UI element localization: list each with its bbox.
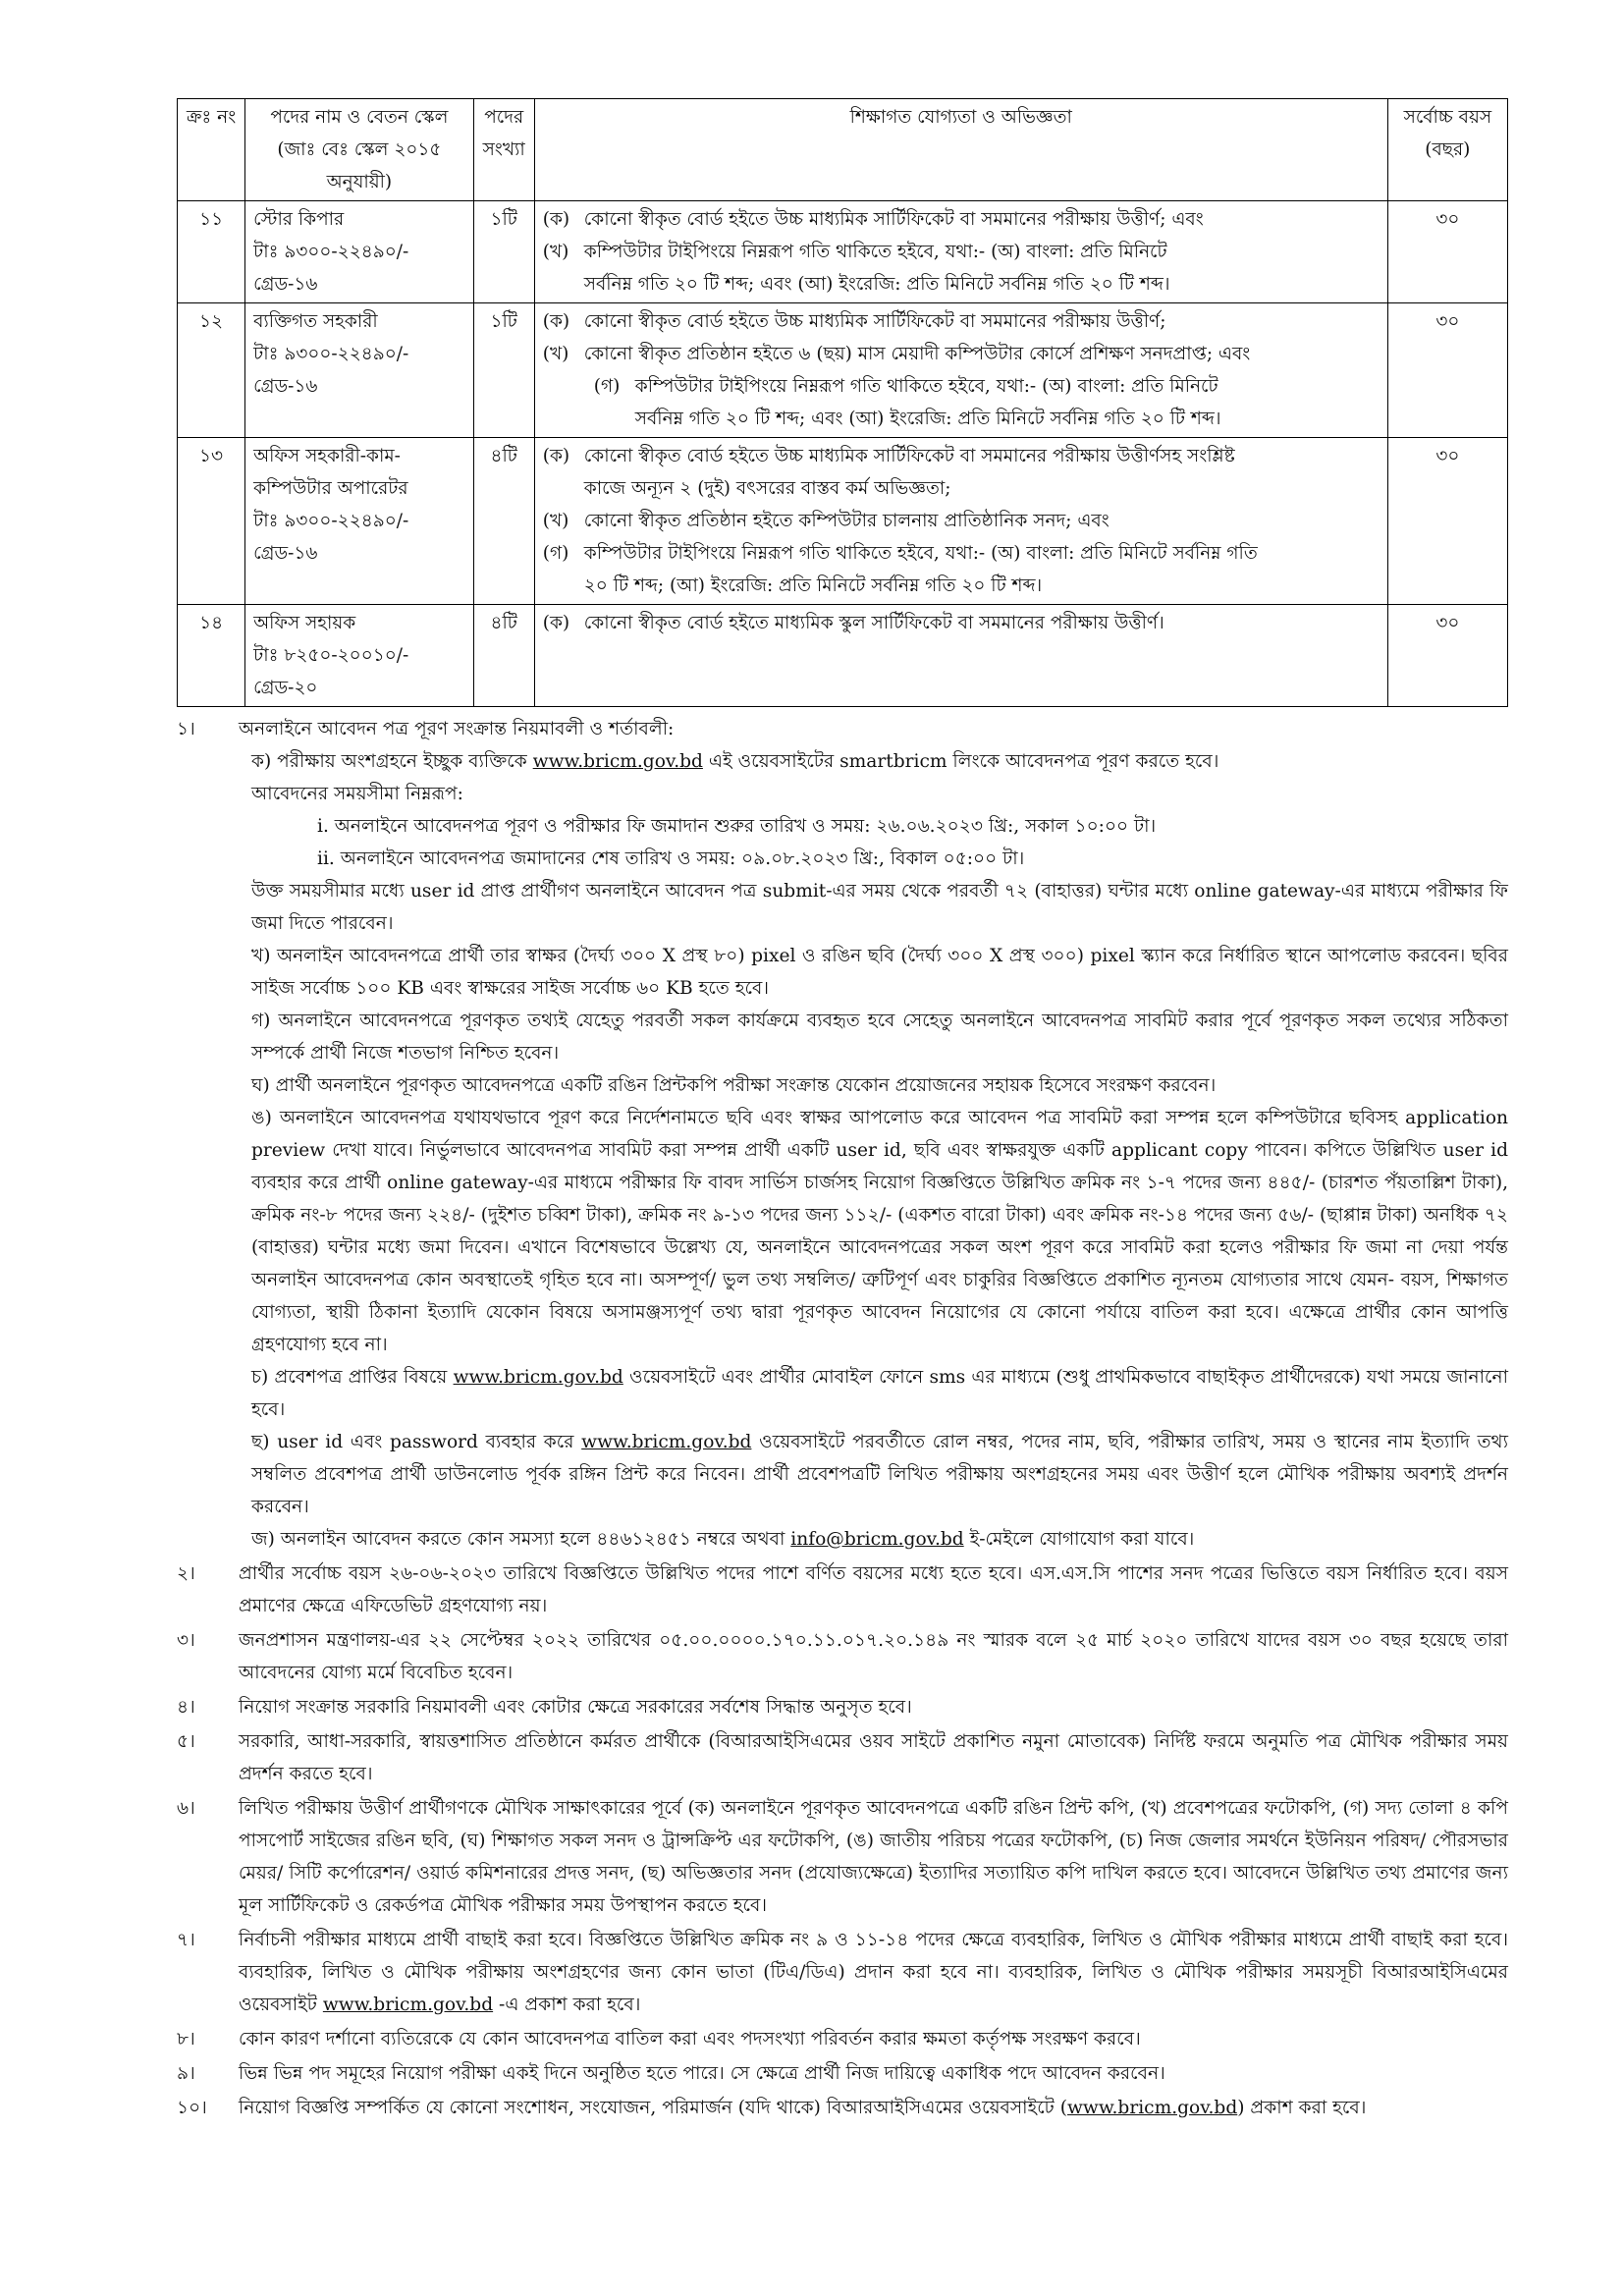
header-count: পদের সংখ্যা — [473, 99, 534, 201]
header-post: পদের নাম ও বেতন স্কেল (জাঃ বেঃ স্কেল ২০১৫ অনুযায়ী) — [245, 99, 474, 201]
qualification-text: কোনো স্বীকৃত বোর্ড হইতে উচ্চ মাধ্যমিক সার্টিফিকেট বা সমমানের পরীক্ষায় উত্তীর্ণসহ সংশ্লিষ্ট — [583, 446, 1235, 466]
section-2 — [177, 1558, 1508, 1622]
qualification-line — [543, 537, 1380, 570]
qualification-text: কোনো স্বীকৃত বোর্ড হইতে উচ্চ মাধ্যমিক সার্টিফিকেট বা সমমানের পরীক্ষায় উত্তীর্ণ; এবং — [583, 209, 1204, 230]
qualification-line — [543, 370, 1380, 403]
row-post-count: ১টি — [473, 303, 534, 438]
section-text: নিয়োগ বিজ্ঞপ্তি সম্পর্কিত যে কোনো সংশোধন, সংযোজন, পরিমার্জন (যদি থাকে) বিআরআইসিএমের ওয়েবসাইটে (www.bricm.gov.bd) প্রকাশ করা হবে। — [239, 2098, 1367, 2118]
section-number: ৩। — [177, 1630, 195, 1651]
row-qualification — [534, 605, 1387, 707]
post-name-line: অফিস সহায়ক — [253, 613, 356, 633]
section-number: ৫। — [177, 1731, 195, 1752]
table-row — [178, 201, 1508, 303]
section-text: কোন কারণ দর্শানো ব্যতিরেকে যে কোন আবেদনপত্র বাতিল করা এবং পদসংখ্যা পরিবর্তন করার ক্ষমতা কর্তৃপক্ষ সংরক্ষণ করবে। — [239, 2029, 1141, 2050]
post-name-line: অফিস সহকারী-কাম- — [253, 446, 401, 466]
section-text: সরকারি, আধা-সরকারি, স্বায়ত্তশাসিত প্রতিষ্ঠানে কর্মরত প্রার্থীকে (বিআরআইসিএমের ওয়ব সাইটে প্রকাশিত নমুনা মোতাবেক) নির্দিষ্ট ফরমে অনুমতি পত্র মৌখিক পরীক্ষার সময় প্রদর্শন করতে হবে। — [239, 1731, 1508, 1784]
header-qualification: শিক্ষাগত যোগ্যতা ও অভিজ্ঞতা — [534, 99, 1387, 201]
row-max-age: ৩০ — [1387, 201, 1507, 303]
row-serial: ১১ — [178, 201, 245, 303]
qualification-text: সর্বনিম্ন গতি ২০ টি শব্দ; এবং (আ) ইংরেজি: প্রতি মিনিটে সর্বনিম্ন গতি ২০ টি শব্দ। — [583, 274, 1170, 295]
post-name-line: গ্রেড-২০ — [253, 678, 318, 698]
qualification-marker: (খ) — [542, 344, 569, 364]
qualification-text: কাজে অন্যূন ২ (দুই) বৎসরের বাস্তব কর্ম অভিজ্ঞতা; — [583, 478, 951, 499]
qualification-line — [543, 305, 1380, 338]
section-number: ৭। — [177, 1930, 195, 1950]
section-text: লিখিত পরীক্ষায় উত্তীর্ণ প্রার্থীগণকে মৌখিক সাক্ষাৎকারের পূর্বে (ক) অনলাইনে পূরণকৃত আবেদনপত্রে একটি রঙিন প্রিন্ট কপি, (খ) প্রবেশপত্রের ফটোকপি, (গ) সদ্য তোলা ৪ কপি পাসপোর্ট সাইজের রঙিন ছবি, (ঘ) শিক্ষাগত সকল সনদ ও ট্রান্সক্রিপ্ট এর ফটোকপি, (ঙ) জাতীয় পরিচয় পত্রের ফটোকপি, (চ) নিজ জেলার সমর্থনে ইউনিয়ন পরিষদ/ পৌরসভার মেয়র/ সিটি কর্পোরেশন/ ওয়ার্ড কমিশনারের প্রদত্ত সনদ, (ছ) অভিজ্ঞতার সনদ (প্রযোজ্যক্ষেত্রে) ইত্যাদির সত্যায়িত কপি দাখিল করতে হবে। আবেদনে উল্লিখিত তথ্য প্রমাণের জন্য মূল সার্টিফিকেট ও রেকর্ডপত্র মৌখিক পরীক্ষার সময় উপস্থাপন করতে হবে। — [239, 1798, 1508, 1916]
section-number: ২। — [177, 1563, 195, 1584]
section-9 — [177, 2057, 1508, 2090]
row-serial: ১৩ — [178, 438, 245, 605]
row-post-name — [245, 303, 474, 438]
qualification-marker: (গ) — [542, 543, 569, 564]
row-post-count: ১টি — [473, 201, 534, 303]
post-name-line: টাঃ ৯৩০০-২২৪৯০/- — [253, 344, 409, 364]
post-name-line: গ্রেড-১৬ — [253, 543, 318, 564]
clause-cha: চ) প্রবেশপত্র প্রাপ্তির বিষয়ে www.bricm.gov.bd ওয়েবসাইটে এবং প্রার্থীর মোবাইল ফোনে sms এর মাধ্যমে (শুধু প্রাথমিকভাবে বাছাইকৃত প্রার্থীদেরকে) যথা সময়ে জানানো হবে। — [251, 1367, 1508, 1420]
qualification-marker: (ক) — [542, 613, 570, 633]
website-link[interactable]: www.bricm.gov.bd — [532, 751, 703, 772]
qualification-line — [543, 338, 1380, 370]
section-7 — [177, 1924, 1508, 2021]
section-6 — [177, 1792, 1508, 1922]
section-number: ৯। — [177, 2063, 195, 2084]
website-link[interactable]: www.bricm.gov.bd — [453, 1367, 623, 1388]
qualification-marker: (ক) — [542, 311, 570, 332]
table-row — [178, 303, 1508, 438]
email-link[interactable]: info@bricm.gov.bd — [790, 1529, 964, 1550]
section-number: ১০। — [177, 2098, 207, 2118]
clause-uma: ঙ) অনলাইনে আবেদনপত্র যথাযথভাবে পূরণ করে নির্দেশনামতে ছবি এবং স্বাক্ষর আপলোড করে আবেদন পত্র সাবমিট করা সম্পন্ন হলে কম্পিউটারে ছবিসহ application preview দেখা যাবে। নির্ভুলভাবে আবেদনপত্র সাবমিট করা সম্পন্ন প্রার্থী একটি user id, ছবি এবং স্বাক্ষরযুক্ত একটি applicant copy পাবেন। কপিতে উল্লিখিত user id ব্যবহার করে প্রার্থী online gateway-এর মাধ্যমে পরীক্ষার ফি বাবদ সার্ভিস চার্জসহ নিয়োগ বিজ্ঞপ্তিতে উল্লিখিত ক্রমিক নং ১-৭ পদের জন্য ৪৪৫/- (চারশত পঁয়তাল্লিশ টাকা), ক্রমিক নং-৮ পদের জন্য ২২৪/- (দুইশত চব্বিশ টাকা), ক্রমিক নং ৯-১৩ পদের জন্য ১১২/- (একশত বারো টাকা) এবং ক্রমিক নং-১৪ পদের জন্য ৫৬/- (ছাপ্পান্ন টাকা) অনধিক ৭২ (বাহাত্তর) ঘন্টার মধ্যে জমা দিবেন। এখানে বিশেষভাবে উল্লেখ্য যে, অনলাইনে আবেদনপত্রের সকল অংশ পূরণ করে সাবমিট করা হলেও পরীক্ষার ফি জমা না দেয়া পর্যন্ত অনলাইন আবেদনপত্র কোন অবস্থাতেই গৃহিত হবে না। অসম্পূর্ণ/ ভুল তথ্য সম্বলিত/ ত্রুটিপূর্ণ এবং চাকুরির বিজ্ঞপ্তিতে প্রকাশিত ন্যূনতম যোগ্যতার সাথে যেমন- বয়স, শিক্ষাগত যোগ্যতা, স্থায়ী ঠিকানা ইত্যাদি যেকোন বিষয়ে অসামঞ্জস্যপূর্ণ তথ্য দ্বারা পূরণকৃত আবেদন নিয়োগের যে কোনো পর্যায়ে বাতিল করা হবে। এক্ষেত্রে প্রার্থীর কোন আপত্তি গ্রহণযোগ্য হবে না। — [251, 1108, 1508, 1355]
row-serial: ১৪ — [178, 605, 245, 707]
row-post-count: ৪টি — [473, 605, 534, 707]
row-post-name — [245, 438, 474, 605]
row-qualification — [534, 438, 1387, 605]
qualification-line — [543, 472, 1380, 505]
post-name-line: টাঃ ৮২৫০-২০০১০/- — [253, 645, 409, 666]
clause-gha: ঘ) প্রার্থী অনলাইনে পূরণকৃত আবেদনপত্রে একটি রঙিন প্রিন্টকপি পরীক্ষা সংক্রান্ত যেকোন প্রয়োজনের সহায়ক হিসেবে সংরক্ষণ করবেন। — [251, 1075, 1217, 1096]
qualification-line — [543, 268, 1380, 301]
qualification-line — [543, 236, 1380, 268]
qualification-text: কম্পিউটার টাইপিংয়ে নিম্নরূপ গতি থাকিতে হইবে, যথা:- (অ) বাংলা: প্রতি মিনিটে — [583, 242, 1167, 262]
row-max-age: ৩০ — [1387, 605, 1507, 707]
posts-table — [177, 98, 1508, 707]
qualification-line — [543, 570, 1380, 602]
post-name-line: গ্রেড-১৬ — [253, 376, 318, 397]
table-body — [178, 201, 1508, 707]
row-post-count: ৪টি — [473, 438, 534, 605]
section-1 — [177, 713, 1508, 1556]
qualification-text: ২০ টি শব্দ; (আ) ইংরেজি: প্রতি মিনিটে সর্বনিম্ন গতি ২০ টি শব্দ। — [583, 575, 1043, 596]
section-text: জনপ্রশাসন মন্ত্রণালয়-এর ২২ সেপ্টেম্বর ২০২২ তারিখের ০৫.০০.০০০০.১৭০.১১.০১৭.২০.১৪৯ নং স্মারক বলে ২৫ মার্চ ২০২০ তারিখে যাদের বয়স ৩০ বছর হয়েছে তারা আবেদনের যোগ্য মর্মে বিবেচিত হবেন। — [239, 1630, 1508, 1683]
qualification-marker: (ক) — [542, 209, 570, 230]
row-max-age: ৩০ — [1387, 303, 1507, 438]
section-number: ১। — [177, 719, 195, 739]
table-row — [178, 438, 1508, 605]
qualification-line — [543, 203, 1380, 236]
header-serial: ক্রঃ নং — [178, 99, 245, 201]
clause-kha: খ) অনলাইন আবেদনপত্রে প্রার্থী তার স্বাক্ষর (দৈর্ঘ্য ৩০০ X প্রস্থ ৮০) pixel ও রঙিন ছবি (দৈর্ঘ্য ৩০০ X প্রস্থ ৩০০) pixel স্ক্যান করে নির্ধারিত স্থানে আপলোড করবেন। ছবির সাইজ সর্বোচ্চ ১০০ KB এবং স্বাক্ষরের সাইজ সর্বোচ্চ ৬০ KB হতে হবে। — [251, 946, 1508, 999]
row-qualification — [534, 201, 1387, 303]
section-8 — [177, 2023, 1508, 2055]
qualification-text: কোনো স্বীকৃত বোর্ড হইতে উচ্চ মাধ্যমিক সার্টিফিকেট বা সমমানের পরীক্ষায় উত্তীর্ণ; — [583, 311, 1166, 332]
period-end: ii. অনলাইনে আবেদনপত্র জমাদানের শেষ তারিখ ও সময়: ০৯.০৮.২০২৩ খ্রি:, বিকাল ০৫:০০ টা। — [317, 848, 1025, 869]
website-link[interactable]: www.bricm.gov.bd — [322, 1995, 494, 2015]
clause-ga: গ) অনলাইনে আবেদনপত্রে পূরণকৃত তথ্যই যেহেতু পরবর্তী সকল কার্যক্রমে ব্যবহৃত হবে সেহেতু অনলাইনে আবেদনপত্র সাবমিট করার পূর্বে পূরণকৃত সকল তথ্যের সঠিকতা সম্পর্কে প্রার্থী নিজে শতভাগ নিশ্চিত হবেন। — [251, 1011, 1508, 1064]
notice-page — [177, 98, 1508, 2124]
qualification-text: কম্পিউটার টাইপিংয়ে নিম্নরূপ গতি থাকিতে হইবে, যথা:- (অ) বাংলা: প্রতি মিনিটে সর্বনিম্ন গতি — [583, 543, 1258, 564]
qualification-line — [543, 505, 1380, 537]
row-serial: ১২ — [178, 303, 245, 438]
period-title: আবেদনের সময়সীমা নিম্নরূপ: — [251, 784, 463, 804]
section-number: ৪। — [177, 1697, 195, 1718]
qualification-text: কম্পিউটার টাইপিংয়ে নিম্নরূপ গতি থাকিতে হইবে, যথা:- (অ) বাংলা: প্রতি মিনিটে — [634, 376, 1218, 397]
qualification-line — [543, 607, 1380, 639]
section-text: নিয়োগ সংক্রান্ত সরকারি নিয়মাবলী এবং কোটার ক্ষেত্রে সরকারের সর্বশেষ সিদ্ধান্ত অনুসৃত হবে। — [239, 1697, 912, 1718]
post-name-line: টাঃ ৯৩০০-২২৪৯০/- — [253, 242, 409, 262]
qualification-text: কোনো স্বীকৃত প্রতিষ্ঠান হইতে কম্পিউটার চালনায় প্রাতিষ্ঠানিক সনদ; এবং — [583, 511, 1110, 531]
post-name-line: ব্যক্তিগত সহকারী — [253, 311, 378, 332]
qualification-marker: (ক) — [542, 446, 570, 466]
qualification-marker: (গ) — [593, 376, 621, 397]
section-3 — [177, 1624, 1508, 1689]
qualification-marker: (খ) — [542, 242, 569, 262]
period-start: i. অনলাইনে আবেদনপত্র পূরণ ও পরীক্ষার ফি জমাদান শুরুর তারিখ ও সময়: ২৬.০৬.২০২৩ খ্রি:, সকাল ১০:০০ টা। — [317, 816, 1157, 837]
clause-chha: ছ) user id এবং password ব্যবহার করে www.bricm.gov.bd ওয়েবসাইটে পরবর্তীতে রোল নম্বর, পদের নাম, ছবি, পরীক্ষার তারিখ, সময় ও স্থানের নাম ইত্যাদি তথ্য সম্বলিত প্রবেশপত্র প্রার্থী ডাউনলোড পূর্বক রঙ্গিন প্রিন্ট করে নিবেন। প্রার্থী প্রবেশপত্রটি লিখিত পরীক্ষায় অংশগ্রহনের সময় এবং উত্তীর্ণ হলে মৌখিক পরীক্ষায় অবশ্যই প্রদর্শন করবেন। — [251, 1432, 1508, 1517]
qualification-text: কোনো স্বীকৃত বোর্ড হইতে মাধ্যমিক স্কুল সার্টিফিকেট বা সমমানের পরীক্ষায় উত্তীর্ণ। — [583, 613, 1164, 633]
section-1-title: অনলাইনে আবেদন পত্র পূরণ সংক্রান্ত নিয়মাবলী ও শর্তাবলী: — [239, 719, 675, 739]
row-post-name — [245, 201, 474, 303]
header-age: সর্বোচ্চ বয়স (বছর) — [1387, 99, 1507, 201]
section-text: ভিন্ন ভিন্ন পদ সমূহের নিয়োগ পরীক্ষা একই দিনে অনুষ্ঠিত হতে পারে। সে ক্ষেত্রে প্রার্থী নিজ দায়িত্বে একাধিক পদে আবেদন করবেন। — [239, 2063, 1165, 2084]
post-name-line: কম্পিউটার অপারেটর — [253, 478, 408, 499]
qualification-marker — [543, 472, 584, 505]
section-number: ৮। — [177, 2029, 195, 2050]
section-text: প্রার্থীর সর্বোচ্চ বয়স ২৬-০৬-২০২৩ তারিখে বিজ্ঞপ্তিতে উল্লিখিত পদের পাশে বর্ণিত বয়সের মধ্যে হতে হবে। এস.এস.সি পাশের সনদ পত্রের ভিত্তিতে বয়স নির্ধারিত হবে। বয়স প্রমাণের ক্ষেত্রে এফিডেভিট গ্রহণযোগ্য নয়। — [239, 1563, 1508, 1616]
qualification-line — [543, 440, 1380, 472]
terms-sections — [177, 713, 1508, 2124]
website-link[interactable]: www.bricm.gov.bd — [1066, 2098, 1238, 2118]
post-name-line: গ্রেড-১৬ — [253, 274, 318, 295]
section-4 — [177, 1691, 1508, 1723]
qualification-text: কোনো স্বীকৃত প্রতিষ্ঠান হইতে ৬ (ছয়) মাস মেয়াদী কম্পিউটার কোর্সে প্রশিক্ষণ সনদপ্রাপ্ত; এবং — [583, 344, 1251, 364]
section-5 — [177, 1725, 1508, 1790]
table-header-row — [178, 99, 1508, 201]
row-post-name — [245, 605, 474, 707]
row-max-age: ৩০ — [1387, 438, 1507, 605]
post-name-line: টাঃ ৯৩০০-২২৪৯০/- — [253, 511, 409, 531]
row-qualification — [534, 303, 1387, 438]
section-text: নির্বাচনী পরীক্ষার মাধ্যমে প্রার্থী বাছাই করা হবে। বিজ্ঞপ্তিতে উল্লিখিত ক্রমিক নং ৯ ও ১১-১৪ পদের ক্ষেত্রে ব্যবহারিক, লিখিত ও মৌখিক পরীক্ষার মাধ্যমে প্রার্থী বাছাই করা হবে। ব্যবহারিক, লিখিত ও মৌখিক পরীক্ষায় অংশগ্রহণের জন্য কোন ভাতা (টিএ/ডিএ) প্রদান করা হবে না। ব্যবহারিক, লিখিত ও মৌখিক পরীক্ষার সময়সূচী বিআরআইসিএমের ওয়েবসাইট www.bricm.gov.bd -এ প্রকাশ করা হবে। — [239, 1930, 1508, 2015]
qualification-marker — [543, 268, 584, 301]
table-row — [178, 605, 1508, 707]
qualification-text: সর্বনিম্ন গতি ২০ টি শব্দ; এবং (আ) ইংরেজি: প্রতি মিনিটে সর্বনিম্ন গতি ২০ টি শব্দ। — [634, 409, 1221, 429]
website-link[interactable]: www.bricm.gov.bd — [581, 1432, 752, 1452]
clause-ka: ক) পরীক্ষায় অংশগ্রহনে ইচ্ছুক ব্যক্তিকে www.bricm.gov.bd এই ওয়েবসাইটের smartbricm লিংকে আবেদনপত্র পূরণ করতে হবে। — [251, 751, 1219, 772]
qualification-marker: (খ) — [542, 511, 569, 531]
clause-ja: জ) অনলাইন আবেদন করতে কোন সমস্যা হলে ৪৪৬১২৪৫১ নম্বরে অথবা info@bricm.gov.bd ই-মেইলে যোগাযোগ করা যাবে। — [251, 1529, 1195, 1550]
qualification-marker — [594, 403, 635, 435]
qualification-line — [543, 403, 1380, 435]
period-note: উক্ত সময়সীমার মধ্যে user id প্রাপ্ত প্রার্থীগণ অনলাইনে আবেদন পত্র submit-এর সময় থেকে পরবর্তী ৭২ (বাহাত্তর) ঘন্টার মধ্যে online gateway-এর মাধ্যমে পরীক্ষার ফি জমা দিতে পারবেন। — [251, 881, 1508, 934]
section-number: ৬। — [177, 1798, 195, 1819]
qualification-marker — [543, 570, 584, 602]
section-10 — [177, 2092, 1508, 2124]
post-name-line: স্টোর কিপার — [253, 209, 345, 230]
